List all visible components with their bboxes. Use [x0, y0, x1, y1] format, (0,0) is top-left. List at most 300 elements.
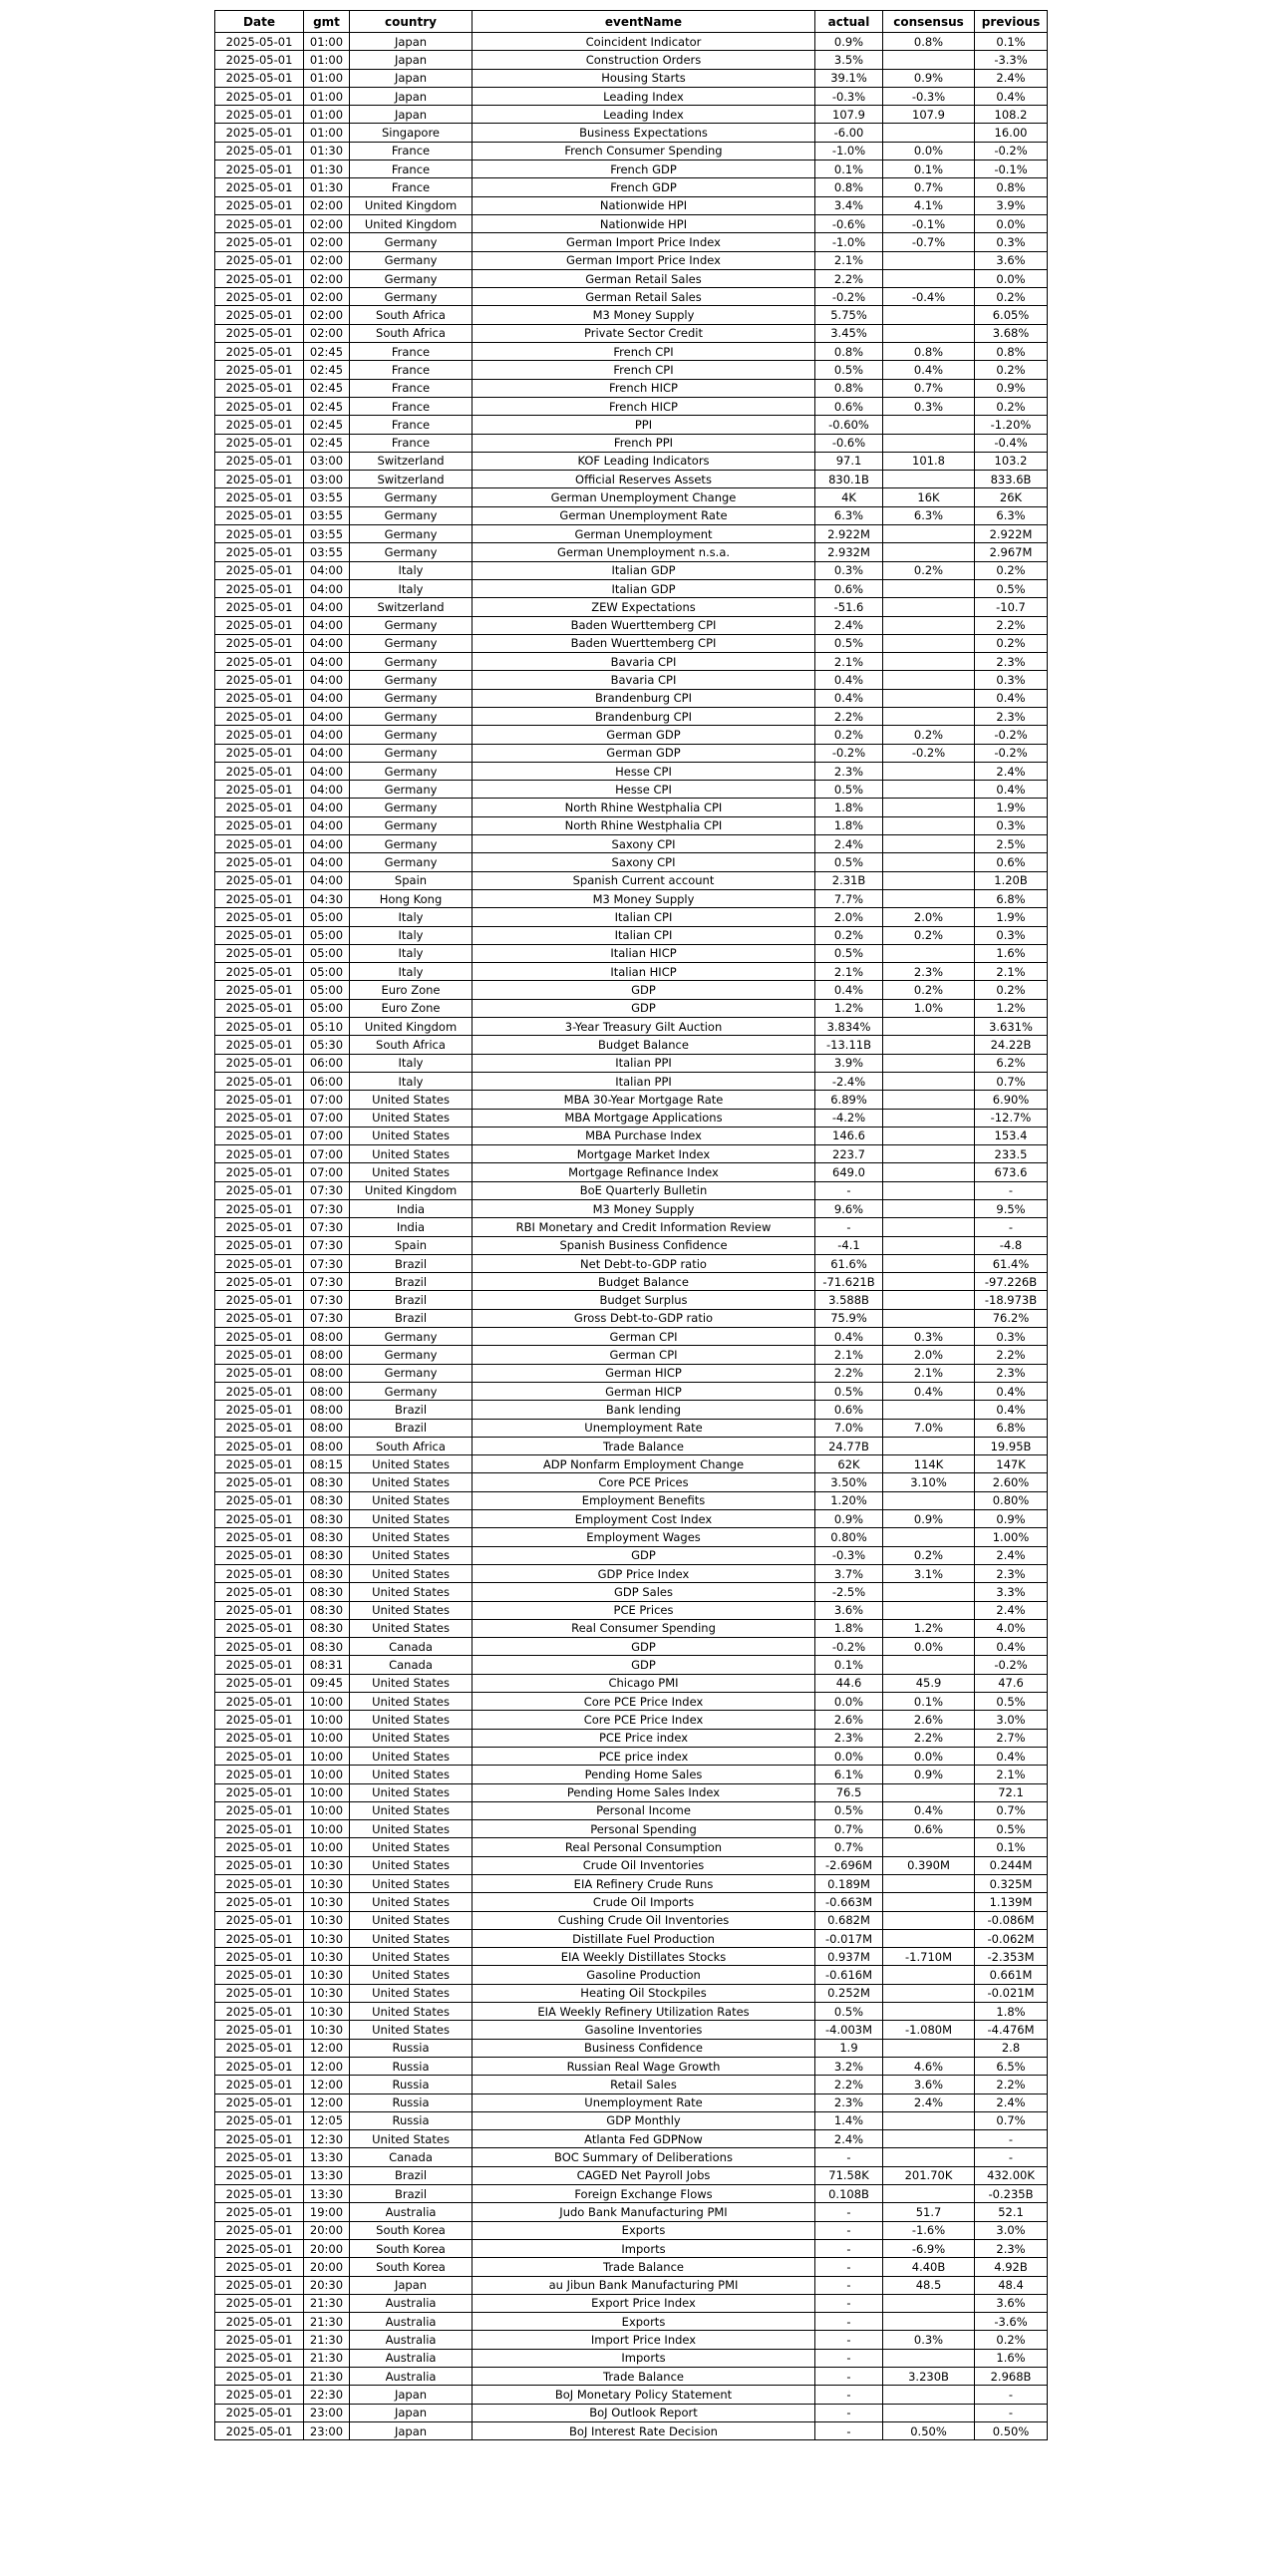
cell-eventname: French HICP	[473, 379, 815, 397]
cell-eventname: German Unemployment n.s.a.	[473, 543, 815, 561]
cell-consensus: 3.1%	[883, 1564, 975, 1582]
cell-eventname: Spanish Business Confidence	[473, 1236, 815, 1254]
cell-consensus: 0.4%	[883, 1382, 975, 1400]
cell-actual: 2.0%	[815, 908, 883, 926]
cell-date: 2025-05-01	[215, 726, 304, 744]
cell-gmt: 21:30	[304, 2368, 350, 2386]
cell-actual: -4.1	[815, 1236, 883, 1254]
cell-country: Japan	[350, 2404, 473, 2421]
cell-gmt: 05:00	[304, 944, 350, 962]
cell-country: Japan	[350, 33, 473, 51]
cell-consensus	[883, 306, 975, 324]
table-row	[215, 1510, 1048, 1528]
cell-date: 2025-05-01	[215, 2386, 304, 2404]
table-row	[215, 1838, 1048, 1856]
cell-country: Brazil	[350, 1291, 473, 1309]
cell-eventname: M3 Money Supply	[473, 889, 815, 907]
cell-actual: 0.5%	[815, 853, 883, 871]
cell-actual: -13.11B	[815, 1036, 883, 1054]
cell-eventname: PPI	[473, 416, 815, 434]
cell-date: 2025-05-01	[215, 106, 304, 124]
cell-gmt: 04:00	[304, 781, 350, 799]
cell-actual: 7.0%	[815, 1419, 883, 1437]
cell-consensus: 2.4%	[883, 2093, 975, 2111]
table-row	[215, 488, 1048, 506]
cell-country: Brazil	[350, 1309, 473, 1327]
cell-consensus	[883, 781, 975, 799]
column-header-country: country	[350, 11, 473, 33]
cell-country: South Korea	[350, 2258, 473, 2276]
table-row	[215, 1929, 1048, 1947]
cell-actual: 62K	[815, 1455, 883, 1473]
cell-date: 2025-05-01	[215, 1729, 304, 1747]
cell-actual: 4K	[815, 488, 883, 506]
cell-country: South Korea	[350, 2239, 473, 2257]
cell-eventname: Nationwide HPI	[473, 196, 815, 214]
column-header-actual: actual	[815, 11, 883, 33]
cell-consensus: 0.0%	[883, 142, 975, 160]
cell-consensus	[883, 2148, 975, 2166]
cell-actual: -	[815, 1218, 883, 1236]
cell-gmt: 02:00	[304, 324, 350, 342]
cell-country: Italy	[350, 1072, 473, 1090]
cell-eventname: Bavaria CPI	[473, 653, 815, 671]
cell-country: Australia	[350, 2313, 473, 2331]
cell-actual: -	[815, 2368, 883, 2386]
cell-previous: 6.5%	[975, 2057, 1048, 2075]
cell-country: Russia	[350, 2039, 473, 2057]
cell-date: 2025-05-01	[215, 853, 304, 871]
cell-gmt: 19:00	[304, 2203, 350, 2221]
table-row	[215, 1601, 1048, 1619]
cell-eventname: Saxony CPI	[473, 853, 815, 871]
cell-eventname: French Consumer Spending	[473, 142, 815, 160]
cell-date: 2025-05-01	[215, 2294, 304, 2312]
cell-eventname: Atlanta Fed GDPNow	[473, 2130, 815, 2148]
cell-actual: 0.9%	[815, 33, 883, 51]
cell-actual: -71.621B	[815, 1273, 883, 1291]
table-row	[215, 1820, 1048, 1838]
table-row	[215, 1783, 1048, 1801]
cell-gmt: 02:45	[304, 397, 350, 415]
cell-consensus: 114K	[883, 1455, 975, 1473]
cell-gmt: 02:45	[304, 343, 350, 361]
cell-gmt: 07:30	[304, 1291, 350, 1309]
cell-previous: 6.05%	[975, 306, 1048, 324]
cell-previous: -0.1%	[975, 161, 1048, 178]
column-header-eventname: eventName	[473, 11, 815, 33]
cell-country: Euro Zone	[350, 999, 473, 1017]
cell-eventname: Unemployment Rate	[473, 1419, 815, 1437]
cell-country: Brazil	[350, 1419, 473, 1437]
table-row	[215, 106, 1048, 124]
cell-date: 2025-05-01	[215, 2203, 304, 2221]
cell-actual: 76.5	[815, 1783, 883, 1801]
cell-eventname: KOF Leading Indicators	[473, 452, 815, 470]
cell-eventname: GDP	[473, 981, 815, 999]
cell-country: Japan	[350, 2421, 473, 2439]
cell-eventname: Trade Balance	[473, 2258, 815, 2276]
cell-eventname: German Import Price Index	[473, 251, 815, 269]
table-row	[215, 1054, 1048, 1072]
table-row	[215, 124, 1048, 142]
cell-actual: 3.2%	[815, 2057, 883, 2075]
cell-eventname: GDP	[473, 1546, 815, 1564]
cell-gmt: 05:00	[304, 908, 350, 926]
cell-eventname: Pending Home Sales Index	[473, 1783, 815, 1801]
cell-country: United States	[350, 1583, 473, 1601]
cell-gmt: 21:30	[304, 2349, 350, 2367]
cell-date: 2025-05-01	[215, 1236, 304, 1254]
cell-previous: 2.2%	[975, 1346, 1048, 1364]
cell-country: Germany	[350, 269, 473, 287]
cell-previous: -	[975, 2148, 1048, 2166]
cell-actual: 0.5%	[815, 634, 883, 652]
table-row	[215, 671, 1048, 689]
table-row	[215, 744, 1048, 762]
cell-date: 2025-05-01	[215, 1091, 304, 1109]
table-row	[215, 87, 1048, 105]
cell-gmt: 03:55	[304, 525, 350, 543]
cell-actual: 2.1%	[815, 963, 883, 981]
cell-date: 2025-05-01	[215, 1783, 304, 1801]
cell-previous: -0.021M	[975, 1984, 1048, 2002]
table-row	[215, 2258, 1048, 2276]
table-row	[215, 981, 1048, 999]
cell-gmt: 08:30	[304, 1638, 350, 1656]
cell-previous: 0.4%	[975, 689, 1048, 707]
table-row	[215, 2130, 1048, 2148]
cell-actual: -0.60%	[815, 416, 883, 434]
cell-actual: -0.6%	[815, 434, 883, 452]
cell-previous: 0.4%	[975, 1747, 1048, 1765]
cell-date: 2025-05-01	[215, 525, 304, 543]
cell-consensus	[883, 853, 975, 871]
cell-gmt: 20:00	[304, 2221, 350, 2239]
cell-actual: 0.6%	[815, 397, 883, 415]
cell-date: 2025-05-01	[215, 1801, 304, 1819]
cell-consensus	[883, 2349, 975, 2367]
cell-gmt: 03:00	[304, 452, 350, 470]
cell-date: 2025-05-01	[215, 1583, 304, 1601]
cell-previous: 6.2%	[975, 1054, 1048, 1072]
cell-eventname: EIA Weekly Refinery Utilization Rates	[473, 2003, 815, 2021]
cell-eventname: Housing Starts	[473, 69, 815, 87]
cell-previous: 52.1	[975, 2203, 1048, 2221]
cell-actual: -4.003M	[815, 2021, 883, 2039]
table-row	[215, 452, 1048, 470]
cell-previous: -	[975, 2130, 1048, 2148]
cell-consensus	[883, 1163, 975, 1181]
cell-actual: 2.1%	[815, 653, 883, 671]
cell-actual: 3.9%	[815, 1054, 883, 1072]
cell-date: 2025-05-01	[215, 1638, 304, 1656]
cell-date: 2025-05-01	[215, 1419, 304, 1437]
cell-gmt: 05:30	[304, 1036, 350, 1054]
cell-date: 2025-05-01	[215, 1766, 304, 1783]
table-row	[215, 1072, 1048, 1090]
cell-consensus: 0.1%	[883, 1693, 975, 1711]
cell-date: 2025-05-01	[215, 1601, 304, 1619]
cell-eventname: Trade Balance	[473, 1437, 815, 1454]
cell-country: United States	[350, 1929, 473, 1947]
cell-previous: 1.20B	[975, 871, 1048, 889]
table-body	[215, 33, 1048, 2440]
cell-eventname: French GDP	[473, 161, 815, 178]
table-row	[215, 1729, 1048, 1747]
cell-gmt: 02:00	[304, 288, 350, 306]
cell-eventname: Mortgage Market Index	[473, 1145, 815, 1163]
cell-consensus	[883, 324, 975, 342]
cell-consensus: -6.9%	[883, 2239, 975, 2257]
cell-country: United States	[350, 1747, 473, 1765]
table-row	[215, 471, 1048, 488]
cell-actual: -6.00	[815, 124, 883, 142]
cell-previous: 108.2	[975, 106, 1048, 124]
cell-gmt: 12:30	[304, 2130, 350, 2148]
cell-actual: -0.2%	[815, 288, 883, 306]
cell-consensus: 0.9%	[883, 69, 975, 87]
cell-previous: 2.922M	[975, 525, 1048, 543]
cell-eventname: MBA Purchase Index	[473, 1127, 815, 1144]
cell-date: 2025-05-01	[215, 69, 304, 87]
table-row	[215, 233, 1048, 251]
cell-previous: 0.2%	[975, 397, 1048, 415]
cell-country: United States	[350, 1510, 473, 1528]
cell-consensus	[883, 1109, 975, 1127]
cell-actual: 1.2%	[815, 999, 883, 1017]
cell-date: 2025-05-01	[215, 471, 304, 488]
cell-country: Germany	[350, 634, 473, 652]
table-row	[215, 835, 1048, 853]
cell-previous: 1.9%	[975, 799, 1048, 816]
cell-country: United States	[350, 1911, 473, 1929]
cell-consensus	[883, 1200, 975, 1218]
cell-date: 2025-05-01	[215, 1127, 304, 1144]
table-row	[215, 2386, 1048, 2404]
cell-country: United States	[350, 1783, 473, 1801]
cell-country: Brazil	[350, 1254, 473, 1272]
cell-actual: 6.3%	[815, 506, 883, 524]
cell-consensus	[883, 1783, 975, 1801]
cell-country: Australia	[350, 2294, 473, 2312]
cell-date: 2025-05-01	[215, 2404, 304, 2421]
table-row	[215, 196, 1048, 214]
cell-consensus	[883, 2185, 975, 2203]
cell-eventname: German GDP	[473, 744, 815, 762]
cell-gmt: 07:30	[304, 1200, 350, 1218]
cell-consensus: 0.0%	[883, 1638, 975, 1656]
cell-actual: 6.1%	[815, 1766, 883, 1783]
cell-consensus: 1.2%	[883, 1619, 975, 1637]
table-row	[215, 361, 1048, 379]
cell-previous: -0.235B	[975, 2185, 1048, 2203]
table-row	[215, 2111, 1048, 2129]
cell-eventname: German Unemployment	[473, 525, 815, 543]
cell-consensus: -0.4%	[883, 288, 975, 306]
table-row	[215, 726, 1048, 744]
cell-eventname: M3 Money Supply	[473, 306, 815, 324]
cell-gmt: 20:30	[304, 2276, 350, 2294]
cell-previous: 0.3%	[975, 1328, 1048, 1346]
cell-gmt: 06:00	[304, 1054, 350, 1072]
cell-previous: 673.6	[975, 1163, 1048, 1181]
cell-country: Germany	[350, 506, 473, 524]
cell-consensus: 0.3%	[883, 2331, 975, 2349]
cell-consensus: 0.50%	[883, 2421, 975, 2439]
cell-previous: 0.3%	[975, 816, 1048, 834]
cell-eventname: Italian GDP	[473, 561, 815, 579]
cell-gmt: 04:00	[304, 671, 350, 689]
cell-consensus: 0.3%	[883, 397, 975, 415]
cell-actual: 0.5%	[815, 944, 883, 962]
cell-actual: 39.1%	[815, 69, 883, 87]
cell-date: 2025-05-01	[215, 1528, 304, 1546]
table-row	[215, 944, 1048, 962]
cell-actual: 2.4%	[815, 616, 883, 634]
cell-eventname: 3-Year Treasury Gilt Auction	[473, 1018, 815, 1036]
cell-consensus: 101.8	[883, 452, 975, 470]
cell-date: 2025-05-01	[215, 653, 304, 671]
cell-actual: 0.5%	[815, 2003, 883, 2021]
table-row	[215, 1473, 1048, 1491]
cell-country: South Korea	[350, 2221, 473, 2239]
table-row	[215, 1583, 1048, 1601]
cell-actual: -0.663M	[815, 1893, 883, 1911]
cell-country: Germany	[350, 762, 473, 780]
cell-consensus	[883, 1984, 975, 2002]
cell-previous: 153.4	[975, 1127, 1048, 1144]
cell-eventname: ADP Nonfarm Employment Change	[473, 1455, 815, 1473]
cell-country: France	[350, 361, 473, 379]
cell-country: United States	[350, 1838, 473, 1856]
table-row	[215, 2076, 1048, 2093]
cell-gmt: 12:00	[304, 2093, 350, 2111]
cell-actual: 0.5%	[815, 1801, 883, 1819]
cell-eventname: Core PCE Price Index	[473, 1693, 815, 1711]
table-row	[215, 1893, 1048, 1911]
cell-consensus: -0.3%	[883, 87, 975, 105]
cell-eventname: Bavaria CPI	[473, 671, 815, 689]
cell-actual: 97.1	[815, 452, 883, 470]
cell-previous: 3.68%	[975, 324, 1048, 342]
cell-gmt: 07:30	[304, 1236, 350, 1254]
cell-previous: 0.4%	[975, 1638, 1048, 1656]
cell-previous: 0.2%	[975, 288, 1048, 306]
cell-date: 2025-05-01	[215, 598, 304, 616]
cell-consensus: 0.2%	[883, 1546, 975, 1564]
cell-eventname: Gasoline Production	[473, 1966, 815, 1984]
cell-eventname: Crude Oil Imports	[473, 1893, 815, 1911]
cell-consensus	[883, 1054, 975, 1072]
cell-date: 2025-05-01	[215, 1455, 304, 1473]
cell-date: 2025-05-01	[215, 889, 304, 907]
cell-gmt: 05:10	[304, 1018, 350, 1036]
cell-consensus	[883, 2130, 975, 2148]
cell-eventname: Leading Index	[473, 87, 815, 105]
cell-gmt: 08:00	[304, 1419, 350, 1437]
cell-gmt: 07:30	[304, 1218, 350, 1236]
cell-date: 2025-05-01	[215, 1674, 304, 1692]
cell-gmt: 10:30	[304, 1948, 350, 1966]
cell-actual: 1.8%	[815, 1619, 883, 1637]
cell-previous: 2.1%	[975, 963, 1048, 981]
cell-country: Germany	[350, 707, 473, 725]
cell-consensus	[883, 1072, 975, 1090]
cell-actual: 2.31B	[815, 871, 883, 889]
cell-actual: -	[815, 2203, 883, 2221]
cell-country: United States	[350, 1984, 473, 2002]
cell-country: Germany	[350, 781, 473, 799]
cell-consensus: 0.8%	[883, 33, 975, 51]
cell-consensus: 3.230B	[883, 2368, 975, 2386]
cell-date: 2025-05-01	[215, 1072, 304, 1090]
cell-actual: 1.4%	[815, 2111, 883, 2129]
cell-actual: 0.2%	[815, 926, 883, 944]
cell-consensus	[883, 598, 975, 616]
cell-gmt: 08:30	[304, 1619, 350, 1637]
cell-previous: 2.1%	[975, 1766, 1048, 1783]
cell-date: 2025-05-01	[215, 944, 304, 962]
cell-date: 2025-05-01	[215, 2057, 304, 2075]
cell-eventname: PCE Prices	[473, 1601, 815, 1619]
table-row	[215, 1564, 1048, 1582]
cell-actual: -	[815, 2221, 883, 2239]
cell-eventname: Baden Wuerttemberg CPI	[473, 634, 815, 652]
cell-consensus: 0.3%	[883, 1328, 975, 1346]
cell-previous: 0.5%	[975, 1693, 1048, 1711]
table-row	[215, 1801, 1048, 1819]
cell-previous: -	[975, 1181, 1048, 1199]
cell-date: 2025-05-01	[215, 488, 304, 506]
cell-previous: 0.80%	[975, 1491, 1048, 1509]
cell-actual: 0.8%	[815, 178, 883, 196]
cell-consensus: -1.710M	[883, 1948, 975, 1966]
cell-eventname: Foreign Exchange Flows	[473, 2185, 815, 2203]
cell-eventname: PCE price index	[473, 1747, 815, 1765]
cell-previous: -0.062M	[975, 1929, 1048, 1947]
table-row	[215, 525, 1048, 543]
cell-country: United States	[350, 1546, 473, 1564]
cell-eventname: GDP Sales	[473, 1583, 815, 1601]
cell-consensus: 3.10%	[883, 1473, 975, 1491]
cell-country: Russia	[350, 2057, 473, 2075]
cell-eventname: GDP	[473, 1638, 815, 1656]
cell-country: Germany	[350, 835, 473, 853]
cell-country: United States	[350, 1163, 473, 1181]
cell-country: Germany	[350, 525, 473, 543]
table-row	[215, 434, 1048, 452]
cell-actual: 3.5%	[815, 51, 883, 69]
cell-eventname: Mortgage Refinance Index	[473, 1163, 815, 1181]
cell-date: 2025-05-01	[215, 233, 304, 251]
cell-eventname: Italian HICP	[473, 944, 815, 962]
cell-consensus	[883, 1893, 975, 1911]
cell-eventname: Russian Real Wage Growth	[473, 2057, 815, 2075]
cell-eventname: Hesse CPI	[473, 781, 815, 799]
cell-eventname: Exports	[473, 2313, 815, 2331]
table-row	[215, 762, 1048, 780]
cell-country: Germany	[350, 744, 473, 762]
cell-eventname: BoJ Interest Rate Decision	[473, 2421, 815, 2439]
cell-actual: -0.2%	[815, 1638, 883, 1656]
cell-previous: 6.8%	[975, 1419, 1048, 1437]
cell-country: Singapore	[350, 124, 473, 142]
cell-consensus	[883, 616, 975, 634]
cell-country: Germany	[350, 488, 473, 506]
cell-gmt: 02:00	[304, 269, 350, 287]
table-row	[215, 2294, 1048, 2312]
